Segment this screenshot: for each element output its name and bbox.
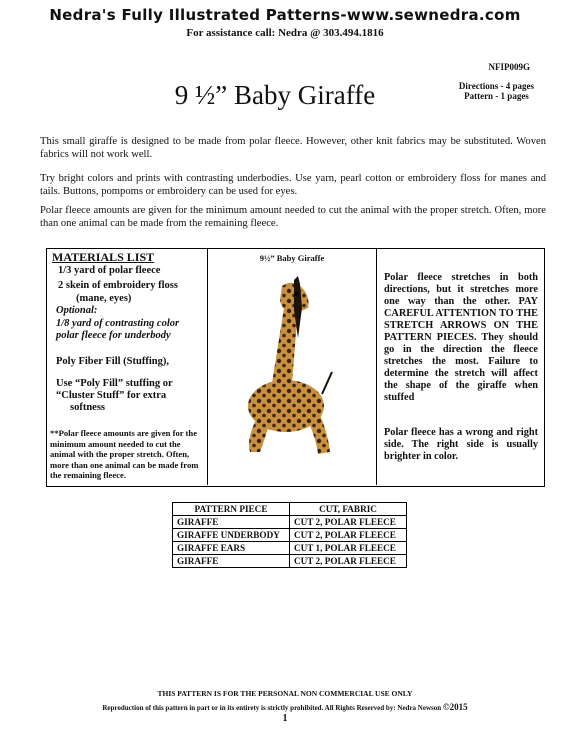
copyright-line — [0, 702, 570, 712]
fill-tip-2: “Cluster Stuff” for extra — [56, 390, 167, 401]
materials-heading: MATERIALS LIST — [52, 250, 155, 264]
material-fill: Poly Fiber Fill (Stuffing), — [56, 356, 169, 367]
giraffe-eye — [294, 292, 298, 296]
directions-count: Directions - 4 pages — [458, 81, 534, 91]
pattern-code: NFIP009G — [488, 62, 530, 72]
page-number: 1 — [282, 713, 288, 724]
assistance-line: For assistance call: Nedra @ 303.494.1816 — [186, 27, 384, 39]
optional-item-2: polar fleece for underbody — [56, 330, 171, 341]
piece-cut: CUT 2, POLAR FLEECE — [290, 555, 407, 568]
optional-item-1: 1/8 yard of contrasting color — [56, 318, 180, 329]
fill-tip-1: Use “Poly Fill” stuffing or — [56, 378, 173, 389]
table-row — [173, 555, 407, 568]
giraffe-front-leg — [249, 416, 270, 452]
material-fleece: 1/3 yard of polar fleece — [58, 265, 161, 276]
giraffe-photo — [236, 268, 344, 468]
intro-paragraph-2: Try bright colors and prints with contrasting underbodies. Use yarn, pearl cotton or embroidery floss for manes and tails. Buttons, pompoms or embroidery can be used for eyes. — [40, 173, 546, 197]
giraffe-back-leg — [306, 410, 330, 454]
fleece-note: **Polar fleece amounts are given for the minimum amount needed to cut the animal with the proper stretch. Often, more than one animal can be made from the remaining fleece. — [50, 428, 199, 480]
material-floss-use: (mane, eyes) — [76, 293, 132, 304]
header-cut-fabric: CUT, FABRIC — [290, 503, 407, 516]
optional-label: Optional: — [56, 305, 98, 316]
right-side-note: Polar fleece has a wrong and right side. The right side is usually brighter in color. — [384, 427, 538, 462]
giraffe-neck — [272, 308, 298, 383]
usage-notice: THIS PATTERN IS FOR THE PERSONAL NON COMMERCIAL USE ONLY — [157, 689, 413, 698]
piece-name: GIRAFFE UNDERBODY — [173, 529, 290, 542]
photo-caption: 9½” Baby Giraffe — [259, 253, 325, 263]
fill-tip-3: softness — [70, 402, 106, 413]
brand-header: Nedra's Fully Illustrated Patterns-www.sewnedra.com — [49, 6, 521, 24]
intro-paragraph-1: This small giraffe is designed to be made from polar fleece. However, other knit fabrics may be substituted. Woven fabrics will not work well. — [40, 136, 546, 160]
table-row — [173, 529, 407, 542]
giraffe-tail — [322, 372, 332, 394]
page-title: 9 ½” Baby Giraffe — [174, 80, 376, 110]
table-row — [173, 516, 407, 529]
header-pattern-piece: PATTERN PIECE — [173, 503, 290, 516]
table-row — [173, 542, 407, 555]
material-floss: 2 skein of embroidery floss — [58, 280, 178, 291]
pattern-pieces-table — [172, 502, 407, 568]
piece-name: GIRAFFE EARS — [173, 542, 290, 555]
reproduction-notice: Reproduction of this pattern in part or in its entirety is strictly prohibited. All Rights Reserved by: Nedra Newson — [102, 704, 442, 712]
piece-cut: CUT 2, POLAR FLEECE — [290, 529, 407, 542]
copyright-year: ©2015 — [442, 702, 468, 712]
piece-name: GIRAFFE — [173, 555, 290, 568]
pattern-count: Pattern - 1 pages — [464, 91, 529, 101]
table-header-row — [173, 503, 407, 516]
page-counts — [459, 81, 534, 101]
intro-paragraph-3: Polar fleece amounts are given for the minimum amount needed to cut the animal with the proper stretch. Often, more than one animal can be made from the remaining fleece. — [40, 205, 546, 229]
piece-cut: CUT 2, POLAR FLEECE — [290, 516, 407, 529]
stretch-note: Polar fleece stretches in both directions, but it stretches more one way than the other. PAY CAREFUL ATTENTION TO THE STRETCH ARROWS ON THE PATTERN PIECES. They should go in the direction the fleece stretches the most. Failure to determine the stretch will affect the shape of the giraffe when stuffed — [384, 272, 538, 403]
piece-cut: CUT 1, POLAR FLEECE — [290, 542, 407, 555]
piece-name: GIRAFFE — [173, 516, 290, 529]
